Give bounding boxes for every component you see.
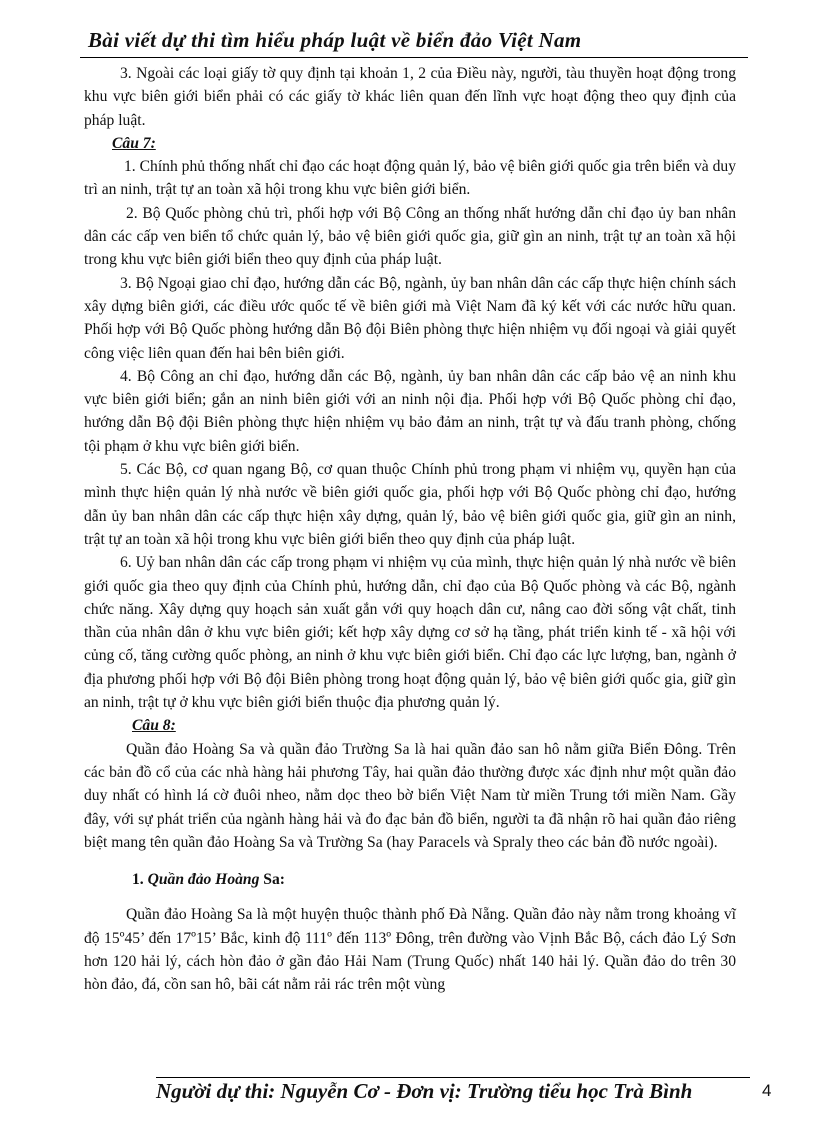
hoang-sa-paragraph: Quần đảo Hoàng Sa là một huyện thuộc thành phố Đà Nẵng. Quần đảo này nằm trong khoảng vĩ độ 15º45’ đến 17º15’ Bắc, kinh độ 111º đến 113º Đông, trên đường vào Vịnh Bắc Bộ, cách đảo Lý Sơn hơn 120 hải lý, cách hòn đảo ở gần đảo Hải Nam (Trung Quốc) nhất 140 hải lý. Quần đảo do trên 30 hòn đảo, đá, cồn san hô, bãi cát nằm rải rác trên một vùng: [84, 906, 736, 994]
section-7-title: Câu 7:: [112, 134, 156, 152]
page-number: 4: [762, 1081, 772, 1100]
section-7-paragraph-3: 3. Bộ Ngoại giao chỉ đạo, hướng dẫn các Bộ, ngành, ủy ban nhân dân các cấp thực hiện chính sách xây dựng biên giới, các điều ước quốc tế về biên giới mà Việt Nam đã ký kết với các nước hữu quan. Phối hợp với Bộ Quốc phòng hướng dẫn Bộ đội Biên phòng thực hiện nhiệm vụ đối ngoại và giải quyết công việc liên quan đến hai bên biên giới.: [84, 274, 736, 362]
section-7-paragraph-4: 4. Bộ Công an chỉ đạo, hướng dẫn các Bộ, ngành, ủy ban nhân dân các cấp bảo vệ an ninh khu vực biên giới biển; gắn an ninh biên giới với an ninh nội địa. Phối hợp với Bộ Quốc phòng chỉ đạo, hướng dẫn Bộ đội Biên phòng thực hiện nhiệm vụ bảo đảm an ninh, trật tự và đấu tranh phòng, chống tội phạm ở khu vực biên giới biển.: [84, 367, 736, 455]
page-header-title: Bài viết dự thi tìm hiểu pháp luật về biển đảo Việt Nam: [80, 28, 748, 58]
subheading-hoang-sa: [84, 868, 736, 891]
page-footer-author: Người dự thi: Nguyễn Cơ - Đơn vị: Trường tiểu học Trà Bình: [156, 1077, 750, 1104]
intro-paragraph: 3. Ngoài các loại giấy tờ quy định tại khoản 1, 2 của Điều này, người, tàu thuyền hoạt động trong khu vực biên giới biển phải có các giấy tờ khác liên quan đến lĩnh vực hoạt động theo quy định của pháp luật.: [84, 65, 736, 129]
spacer: [84, 854, 736, 862]
subheading-italic: Quần đảo Hoàng: [147, 871, 260, 889]
subheading-number: 1.: [132, 871, 148, 889]
section-7-paragraph-2: 2. Bộ Quốc phòng chủ trì, phối hợp với Bộ Công an thống nhất hướng dẫn chỉ đạo ủy ban nhân dân các cấp ven biển tổ chức quản lý, bảo vệ biên giới quốc gia, giữ gìn an ninh, trật tự an toàn xã hội trong khu vực biên giới biển theo quy định của pháp luật.: [84, 204, 736, 269]
section-8-title: Câu 8:: [132, 717, 176, 735]
section-7-paragraph-1: 1. Chính phủ thống nhất chỉ đạo các hoạt động quản lý, bảo vệ biên giới quốc gia trên biển và duy trì an ninh, trật tự an toàn xã hội trong khu vực biên giới biển.: [84, 158, 736, 199]
document-body: [84, 62, 736, 997]
section-8-paragraph-1: Quần đảo Hoàng Sa và quần đảo Trường Sa là hai quần đảo san hô nằm giữa Biển Đông. Trên các bản đồ cổ của các nhà hàng hải phương Tây, hai quần đảo thường được xác định như một quần đảo duy nhất có hình lá cờ đuôi nheo, nằm dọc theo bờ biển Việt Nam từ miền Trung tới miền Nam. Gầy đây, với sự phát triển của ngành hàng hải và đo đạc bản đồ biển, người ta đã nhận rõ hai quần đảo riêng biệt mang tên quần đảo Hoàng Sa và Trường Sa (hay Paracels và Spraly theo các bản đồ nước ngoài).: [84, 740, 736, 851]
section-7-paragraph-6: 6. Uỷ ban nhân dân các cấp trong phạm vi nhiệm vụ của mình, thực hiện quản lý nhà nước về biên giới quốc gia theo quy định của Chính phủ, hướng dẫn, chỉ đạo của Bộ Quốc phòng và các Bộ, ngành chức năng. Xây dựng quy hoạch sản xuất gắn với quy hoạch dân cư, nâng cao đời sống vật chất, tinh thần của nhân dân ở khu vực biên giới; kết hợp xây dựng cơ sở hạ tầng, phát triển kinh tế - xã hội với củng cố, tăng cường quốc phòng, an ninh ở khu vực biên giới biển. Chỉ đạo các lực lượng, ban, ngành ở địa phương phối hợp với Bộ đội Biên phòng trong hoạt động quản lý, bảo vệ biên giới quốc gia, giữ gìn an ninh, trật tự ở khu vực biên giới biển thuộc địa phương quản lý.: [84, 554, 736, 712]
subheading-rest: Sa:: [259, 871, 285, 889]
spacer: [84, 895, 736, 903]
section-7-paragraph-5: 5. Các Bộ, cơ quan ngang Bộ, cơ quan thuộc Chính phủ trong phạm vi nhiệm vụ, quyền hạn của mình thực hiện quản lý nhà nước về biên giới quốc gia, phối hợp với Bộ Quốc phòng chỉ đạo, hướng dẫn ủy ban nhân dân các cấp thực hiện xây dựng, quản lý, bảo vệ biên giới quốc gia, giữ gìn an ninh, trật tự an toàn xã hội trong khu vực biên giới biển theo quy định của pháp luật.: [84, 461, 736, 548]
